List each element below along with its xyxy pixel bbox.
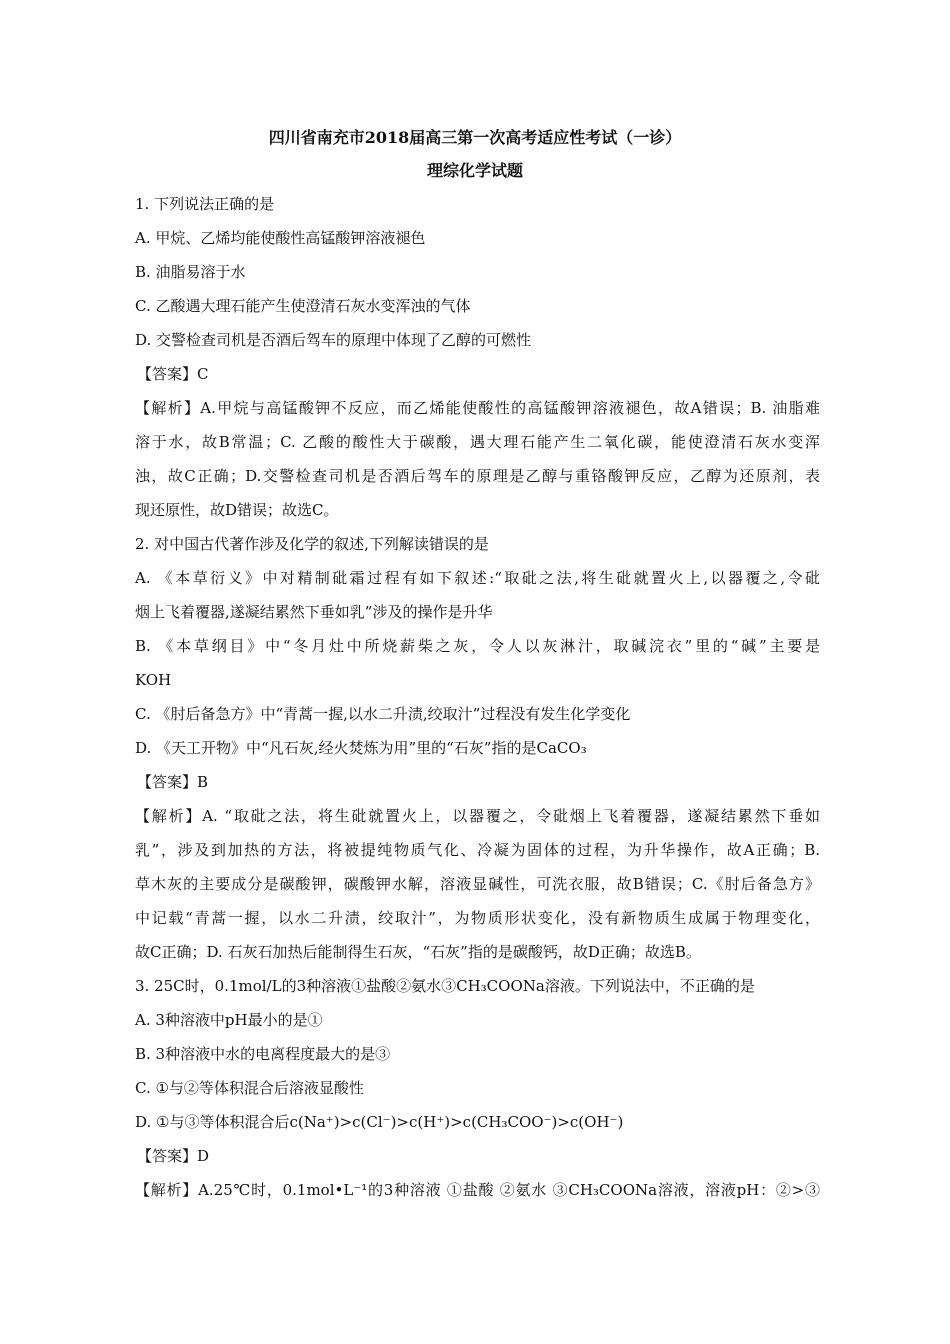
question-3-option-d: D. ①与③等体积混合后c(Na⁺)>c(Cl⁻)>c(H⁺)>c(CH₃COO⁻)>c(OH⁻) [135, 1113, 624, 1131]
question-1-analysis-line: 溶于水，故B常温；C. 乙酸的酸性大于碳酸，遇大理石能产生二氧化碳，能使澄清石灰水变浑 [135, 433, 820, 451]
question-1-answer: 【答案】C [137, 365, 209, 383]
question-2-option-c: C. 《肘后备急方》中“青蒿一握,以水二升渍,绞取汁”过程没有发生化学变化 [135, 705, 631, 723]
question-1-analysis-line: 【解析】A.甲烷与高锰酸钾不反应，而乙烯能使酸性的高锰酸钾溶液褪色，故A错误；B. 油脂难 [135, 399, 820, 417]
question-2-option-b: B. 《本草纲目》中“冬月灶中所烧薪柴之灰，令人以灰淋汁，取碱浣衣”里的“碱”主要是 [135, 637, 820, 655]
document-title: 四川省南充市2018届高三第一次高考适应性考试（一诊） [268, 128, 682, 147]
question-1-analysis-line: 浊，故C正确；D.交警检查司机是否酒后驾车的原理是乙醇与重铬酸钾反应，乙醇为还原剂，表 [135, 467, 820, 485]
question-2-analysis-line: 草木灰的主要成分是碳酸钾，碳酸钾水解，溶液显碱性，可洗衣服，故B错误；C.《肘后备急方》 [135, 875, 820, 893]
question-2-analysis-line: 【解析】A. “取砒之法，将生砒就置火上，以器覆之，令砒烟上飞着覆器，遂凝结累然下垂如 [135, 807, 820, 825]
question-3-option-a: A. 3种溶液中pH最小的是① [135, 1011, 323, 1029]
question-1-option-b: B. 油脂易溶于水 [135, 263, 246, 281]
question-1-option-d: D. 交警检查司机是否酒后驾车的原理中体现了乙醇的可燃性 [135, 331, 532, 349]
question-1-option-a: A. 甲烷、乙烯均能使酸性高锰酸钾溶液褪色 [135, 229, 426, 247]
question-1-stem: 1. 下列说法正确的是 [135, 195, 275, 213]
question-2-option-d: D. 《天工开物》中“凡石灰,经火焚炼为用”里的“石灰”指的是CaCO₃ [135, 739, 587, 757]
question-3-analysis-line: 【解析】A.25℃时，0.1mol•L⁻¹的3种溶液 ①盐酸 ②氨水 ③CH₃COONa溶液，溶液pH：②>③ [135, 1181, 820, 1199]
question-2-option-a-cont: 烟上飞着覆器,遂凝结累然下垂如乳”涉及的操作是升华 [135, 603, 493, 621]
question-2-analysis-line: 中记载“青蒿一握，以水二升渍，绞取汁”，为物质形状变化，没有新物质生成属于物理变化， [135, 909, 820, 927]
document-subtitle: 理综化学试题 [426, 161, 523, 180]
question-1-option-c: C. 乙酸遇大理石能产生使澄清石灰水变浑浊的气体 [135, 297, 471, 315]
question-3-option-c: C. ①与②等体积混合后溶液显酸性 [135, 1079, 364, 1097]
question-2-analysis-line: 乳”，涉及到加热的方法，将被提纯物质气化、冷凝为固体的过程，为升华操作，故A正确；B. [135, 841, 820, 859]
question-2-answer: 【答案】B [137, 773, 209, 791]
question-2-option-a: A. 《本草衍义》中对精制砒霜过程有如下叙述:“取砒之法,将生砒就置火上,以器覆之,令砒 [135, 569, 820, 587]
question-1-analysis-line: 现还原性，故D错误；故选C。 [135, 501, 339, 519]
document-body [135, 187, 820, 1207]
question-3-option-b: B. 3种溶液中水的电离程度最大的是③ [135, 1045, 391, 1063]
question-3-answer: 【答案】D [137, 1147, 210, 1165]
question-2-option-b-cont: KOH [135, 671, 172, 689]
question-2-stem: 2. 对中国古代著作涉及化学的叙述,下列解读错误的是 [135, 535, 489, 553]
question-2-analysis-line: 故C正确；D. 石灰石加热后能制得生石灰，“石灰”指的是碳酸钙，故D正确；故选B。 [135, 943, 701, 961]
question-3-stem: 3. 25C时，0.1mol/L的3种溶液①盐酸②氨水③CH₃COONa溶液。下列说法中，不正确的是 [135, 977, 755, 995]
